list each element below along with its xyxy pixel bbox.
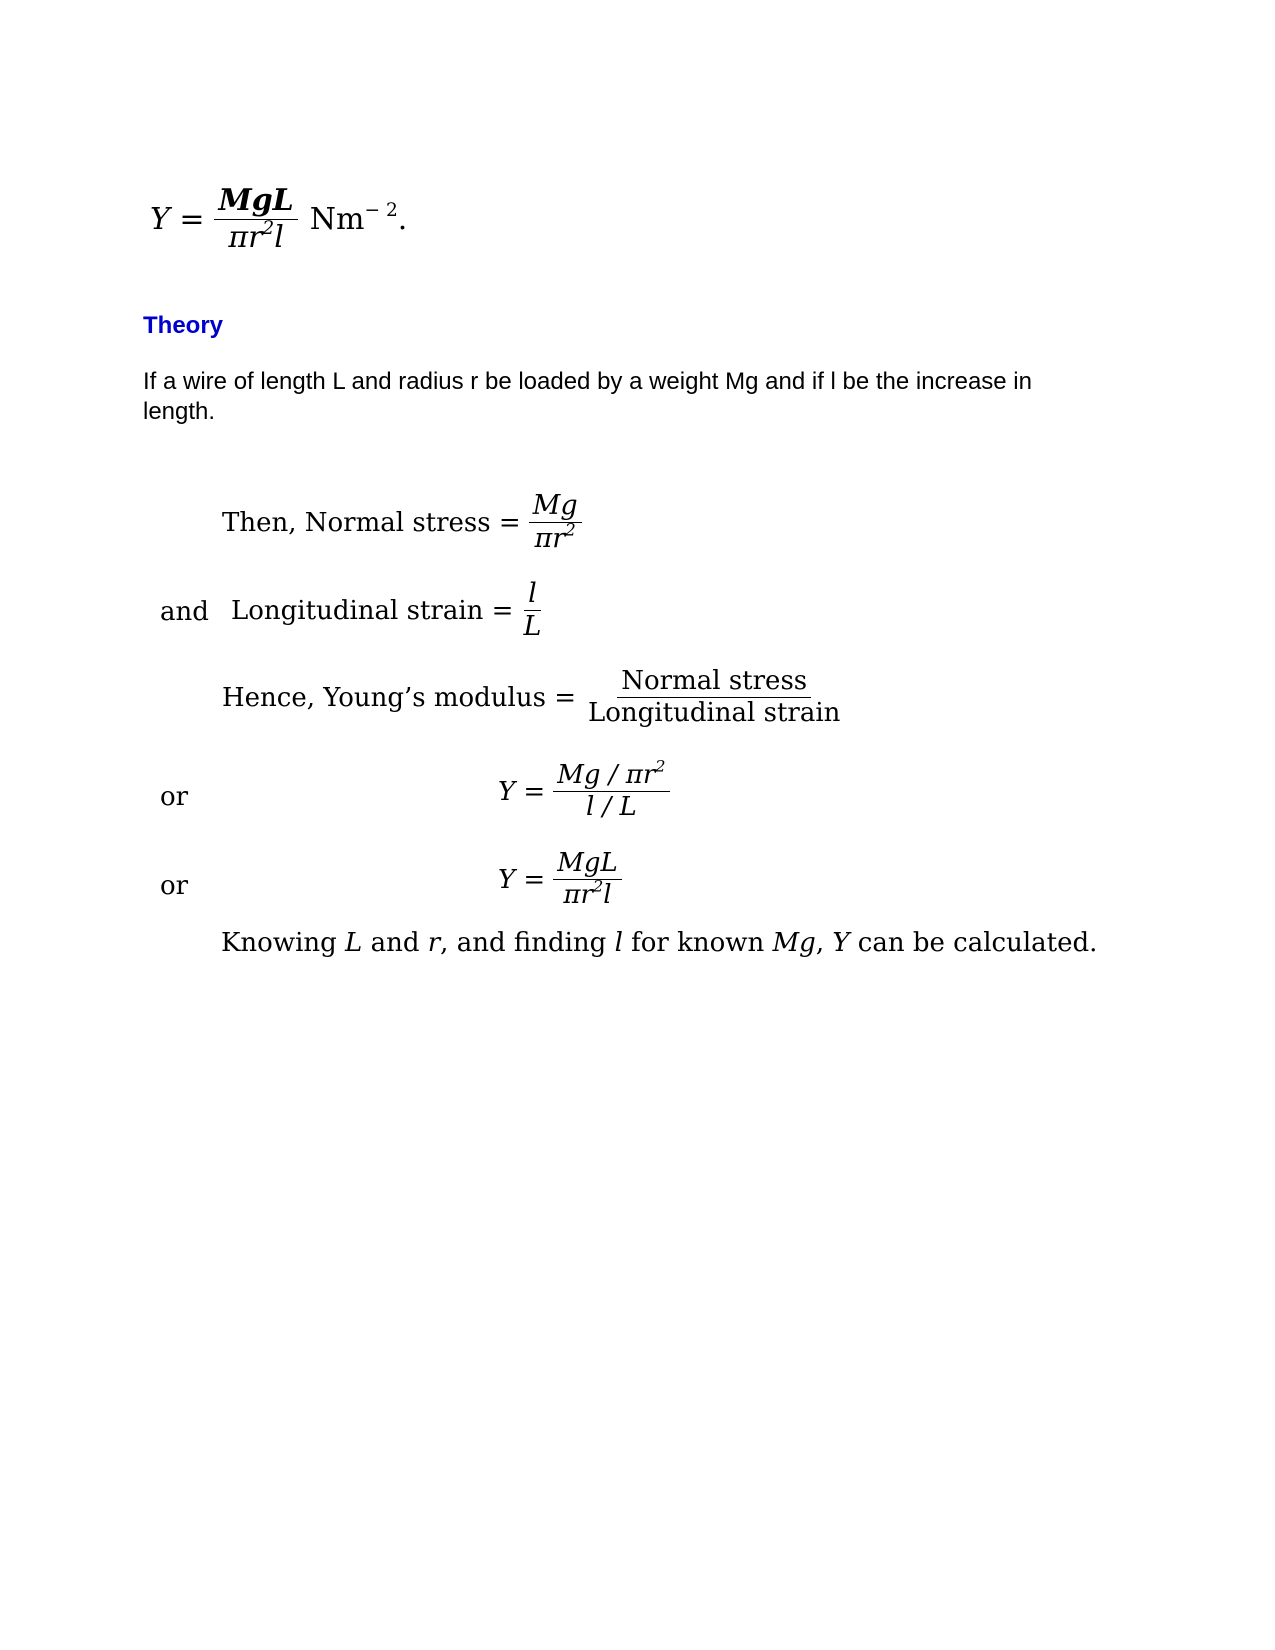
conclusion-var-r: r — [427, 928, 441, 958]
and-word: and — [160, 597, 209, 627]
conclusion-text-5: , — [815, 928, 833, 958]
conclusion-text-6: can be calculated. — [849, 928, 1098, 958]
y2-numerator: MgL — [553, 850, 622, 880]
y2-fraction — [553, 850, 622, 910]
normal-stress-numerator: Mg — [529, 492, 582, 523]
youngs-modulus-equation — [222, 668, 844, 728]
youngs-modulus-formula — [150, 185, 407, 253]
y-equation-2 — [498, 850, 622, 910]
denominator-tail: l — [274, 219, 284, 255]
conclusion-var-L: L — [345, 928, 363, 958]
stress-den-exponent: 2 — [565, 519, 576, 540]
formula-fraction — [214, 185, 297, 253]
y1-num-base: Mg / πr — [557, 760, 656, 790]
y2-den-exponent: 2 — [592, 877, 604, 897]
y2-lhs: Y = — [498, 864, 546, 895]
formula-unit — [309, 199, 408, 237]
y2-den-base: πr — [563, 880, 593, 911]
formula-numerator: MgL — [214, 185, 297, 220]
conclusion-text-2: and — [362, 928, 428, 958]
y1-numerator — [553, 756, 669, 792]
formula-lhs: Y = — [150, 201, 205, 237]
longitudinal-strain-fraction — [519, 580, 545, 642]
conclusion-text-1: Knowing — [221, 928, 346, 958]
conclusion-var-Y: Y — [832, 928, 850, 958]
conclusion-text-3: , and finding — [440, 928, 615, 958]
unit-base: Nm — [309, 201, 365, 237]
normal-stress-label: Then, Normal stress = — [222, 507, 521, 538]
longitudinal-strain-equation — [231, 580, 545, 642]
normal-stress-denominator — [530, 519, 579, 555]
denominator-exponent: 2 — [262, 217, 275, 239]
youngs-modulus-fraction — [584, 668, 844, 728]
y1-num-exponent: 2 — [655, 756, 666, 776]
y2-denominator — [559, 877, 615, 911]
strain-numerator: l — [524, 580, 541, 611]
longitudinal-strain-label: Longitudinal strain = — [231, 595, 514, 626]
modulus-denominator: Longitudinal strain — [588, 698, 841, 729]
modulus-numerator: Normal stress — [617, 668, 811, 698]
y-equation-1 — [498, 756, 670, 823]
conclusion-sentence — [221, 928, 1097, 958]
normal-stress-equation — [222, 492, 582, 554]
conclusion-text-4: for known — [622, 928, 773, 958]
theory-heading: Theory — [143, 312, 224, 339]
or-word-1: or — [160, 782, 189, 812]
unit-end: . — [397, 201, 408, 237]
y1-denominator: l / L — [585, 792, 637, 823]
denominator-base: πr — [228, 219, 263, 255]
formula-denominator — [224, 217, 288, 255]
or-word-2: or — [160, 871, 189, 901]
stress-den-base: πr — [534, 523, 566, 555]
strain-denominator: L — [523, 611, 542, 643]
youngs-modulus-label: Hence, Young’s modulus = — [222, 682, 576, 713]
y1-lhs: Y = — [498, 776, 546, 807]
y1-fraction — [553, 756, 669, 823]
unit-exponent: − 2 — [364, 199, 398, 221]
normal-stress-fraction — [529, 492, 582, 554]
y2-den-tail: l — [603, 880, 612, 911]
theory-paragraph: If a wire of length L and radius r be loaded by a weight Mg and if l be the increase in length. — [143, 368, 1032, 425]
conclusion-var-Mg: Mg — [772, 928, 816, 958]
conclusion-var-l: l — [614, 928, 623, 958]
